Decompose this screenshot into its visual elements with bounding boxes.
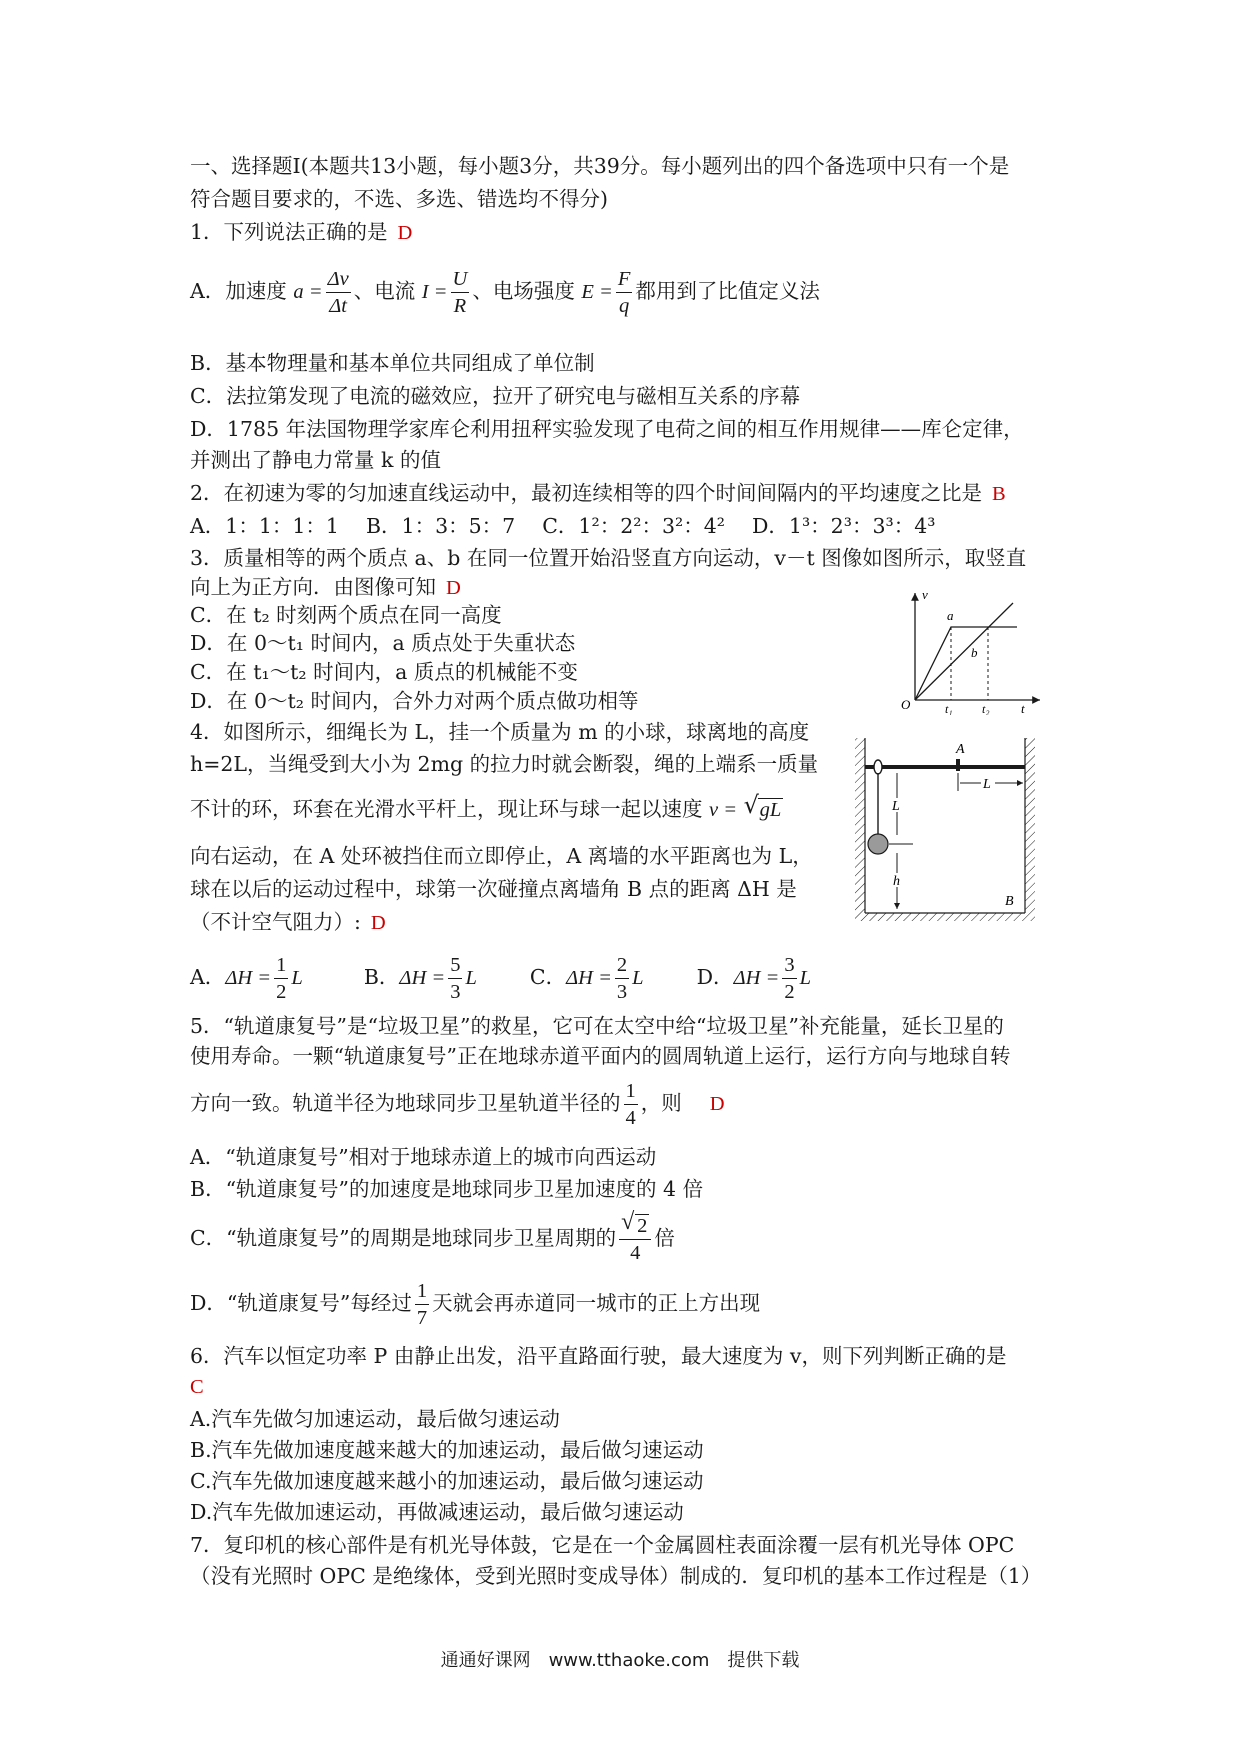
q1-a-frac2-num: U [451,266,470,293]
q4-option-c-pre: ΔH = [566,967,612,989]
q5-option-c-text: C．“轨道康复号”的周期是地球同步卫星周期的 [190,1226,617,1250]
q4-option-c-frac [615,952,629,1005]
q4-velocity-radicand: gL [759,799,782,821]
q3-graph-v-label: v [922,587,928,602]
q4-line3-text: 不计的环，环套在光滑水平杆上，现让环与球一起以速度 [190,797,703,821]
q6-option-c: C.汽车先做加速度越来越小的加速运动，最后做匀速运动 [190,1469,704,1493]
q5-option-c-radicand: 2 [637,1215,648,1237]
q3-answer: D [446,577,461,599]
q4-option-a-den: 2 [276,981,287,1003]
section-title-line2: 符合题目要求的，不选、多选、错选均不得分) [190,187,608,211]
q1-option-d-line2: 并测出了静电力常量 k 的值 [190,448,441,472]
q1-option-c: C．法拉第发现了电流的磁效应，拉开了研究电与磁相互关系的序幕 [190,384,801,408]
sqrt-icon: √ [743,791,759,819]
q5-answer: D [709,1093,725,1115]
q4-option-b-label: B． [363,965,400,989]
q1-option-a [190,264,820,319]
q4-option-d-post: L [799,967,812,989]
q3-graph-b-label: b [971,645,978,660]
q5-frac-num: 1 [624,1078,638,1105]
q1-a-frac3-den: q [619,295,630,317]
q2-stem-text: 2．在初速为零的匀加速直线运动中，最初连续相等的四个时间间隔内的平均速度之比是 [190,481,983,505]
q4-option-d-num: 3 [782,952,796,979]
q1-a-frac2-den: R [453,295,467,317]
q5-frac-den: 4 [625,1107,636,1129]
q4-option-c-den: 3 [616,981,628,1003]
q4-option-b-den: 3 [450,981,461,1003]
q4-option-b-frac [448,952,462,1005]
q1-stem-text: 1．下列说法正确的是 [190,220,388,244]
q5-option-b: B．“轨道康复号”的加速度是地球同步卫星加速度的 4 倍 [190,1177,704,1201]
q3-vt-graph [895,585,1045,715]
q4-option-b-num: 5 [448,952,462,979]
q1-a-frac3-num: F [616,266,633,293]
q2-answer: B [992,483,1006,505]
q5-quarter-frac [624,1078,638,1131]
q5-option-c-den: 4 [630,1242,641,1264]
q5-line1: 5．“轨道康复号”是“垃圾卫星”的救星，它可在太空中给“垃圾卫星”补充能量，延长卫星的 [190,1014,1004,1038]
q1-a-frac1-den: Δt [329,295,347,317]
q4-line4: 向右运动，在 A 处环被挡住而立即停止，A 离墙的水平距离也为 L， [190,844,813,868]
q2-stem [190,480,1006,507]
q3-option-3: C．在 t₁～t₂ 时间内，a 质点的机械能不变 [190,660,578,684]
q5-option-d-frac [415,1278,429,1331]
q4-option-c-label: C． [529,965,567,989]
q1-a-eq1: a = [293,281,323,303]
q1-a-mid2: 、电场强度 [472,279,575,303]
q5-option-c-frac [619,1209,651,1266]
q6-option-b: B.汽车先做加速度越来越大的加速运动，最后做匀速运动 [190,1438,704,1462]
q5-option-c [190,1211,675,1266]
q6-answer-line [190,1373,204,1400]
q4-fig-l-horizontal: L [983,777,991,792]
q4-fig-b-label: B [1005,894,1014,909]
q4-ground [855,913,1035,921]
q5-line3 [190,1076,725,1131]
q1-option-b: B．基本物理量和基本单位共同组成了单位制 [190,351,595,375]
q5-option-d-num: 1 [415,1278,429,1305]
q4-velocity-sqrt [743,791,784,823]
q2-options: A．1：1：1：1 B．1：3：5：7 C．1²：2²：3²：4² D．1³：2³：3³：4³ [190,514,936,538]
q4-fig-a-label: A [956,742,965,757]
q5-line3-tail: ，则 [640,1091,682,1115]
q1-a-frac1 [326,266,351,319]
q4-option-a-post: L [291,967,303,989]
q4-velocity-eq: v = [709,799,738,821]
q1-a-suffix: 都用到了比值定义法 [635,279,820,303]
q4-right-wall [1025,738,1035,913]
q1-stem [190,219,412,246]
q4-line3 [190,791,783,823]
q3-graph-t1-label: t₁ [945,702,953,715]
section-title-line1: 一、选择题I(本题共13小题，每小题3分，共39分。每小题列出的四个备选项中只有一个是 [190,154,1010,178]
q3-graph-origin-label: O [901,697,911,712]
q4-option-a [190,954,303,1003]
q5-line2: 使用寿命。一颗“轨道康复号”正在地球赤道平面内的圆周轨道上运行，运行方向与地球自转 [190,1044,1011,1068]
q4-line2: h=2L，当绳受到大小为 2mg 的拉力时就会断裂，绳的上端系一质量 [190,752,819,776]
q3-graph-line-b [915,603,1013,700]
q5-option-c-num [619,1209,651,1240]
q4-left-wall [855,738,865,913]
q1-answer: D [397,222,413,244]
q4-ball [868,834,888,854]
q1-a-eq3: E = [581,281,613,303]
q1-option-d-line1: D．1785 年法国物理学家库仑利用扭秤实验发现了电荷之间的相互作用规律——库仑定律， [190,417,1024,441]
q4-option-c [529,954,644,1003]
q4-option-c-num: 2 [615,952,629,979]
q1-a-frac3 [616,266,633,319]
q4-option-d-den: 2 [784,981,795,1003]
q5-option-d-tail: 天就会再赤道同一城市的正上方出现 [432,1291,761,1315]
q4-option-d-frac [782,952,796,1005]
q4-fig-h-label: h [893,874,900,889]
q4-option-a-pre: ΔH = [225,967,272,989]
q4-options [190,950,811,1005]
q5-option-c-sqrt [621,1209,649,1239]
q5-option-d-den: 7 [416,1307,428,1329]
q4-option-b [363,954,477,1003]
q1-a-mid1: 、电流 [353,279,416,303]
q4-ring [874,760,882,774]
q6-option-a: A.汽车先做匀加速运动，最后做匀速运动 [190,1407,560,1431]
q4-option-a-label: A． [190,965,226,989]
q4-answer: D [370,912,386,934]
q4-option-d-label: D． [696,965,734,989]
q7-line2: （没有光照时 OPC 是绝缘体，受到光照时变成导体）制成的．复印机的基本工作过程是（1） [190,1564,1042,1588]
q1-a-frac2 [451,266,470,319]
q3-graph-a-label: a [947,608,954,623]
q4-line5: 球在以后的运动过程中，球第一次碰撞点离墙角 B 点的距离 ΔH 是 [190,877,797,901]
q4-rope-ball-figure [845,733,1045,928]
q3-stem-line2 [190,574,461,601]
q4-line6 [190,909,386,936]
q3-stem-text: 向上为正方向．由图像可知 [190,575,436,599]
q4-option-b-post: L [465,967,477,989]
q3-graph-t2-label: t₂ [982,702,990,715]
q4-line1: 4．如图所示，细绳长为 L，挂一个质量为 m 的小球，球离地的高度 [190,720,810,744]
q3-option-1: C．在 t₂ 时刻两个质点在同一高度 [190,603,502,627]
q4-option-a-frac [274,952,288,1005]
q1-a-prefix: A．加速度 [190,279,287,303]
q4-option-d-pre: ΔH = [733,967,780,989]
q6-option-d: D.汽车先做加速运动，再做减速运动，最后做匀速运动 [190,1500,684,1524]
q5-option-c-tail: 倍 [654,1226,675,1250]
q1-a-frac1-num: Δv [326,266,351,293]
q5-option-d-text: D．“轨道康复号”每经过 [190,1291,412,1315]
q3-stem-line1: 3．质量相等的两个质点 a、b 在同一位置开始沿竖直方向运动，v－t 图像如图所示，取竖直 [190,546,1027,570]
q6-answer: C [190,1376,204,1398]
page-footer: 通通好课网 www.tthaoke.com 提供下载 [440,1650,800,1671]
q3-graph-line-a [915,627,1017,700]
q1-a-eq2: I = [421,281,448,303]
q4-line6-text: （不计空气阻力）: [190,910,361,934]
q6-stem: 6．汽车以恒定功率 P 由静止出发，沿平直路面行驶，最大速度为 v，则下列判断正确的是 [190,1344,1007,1368]
q4-fig-l-vertical: L [892,799,900,814]
q4-option-b-pre: ΔH = [399,967,446,989]
q5-line3-text: 方向一致。轨道半径为地球同步卫星轨道半径的 [190,1091,621,1115]
q4-stop-a [956,759,960,771]
q4-option-a-num: 1 [274,952,288,979]
q5-option-a: A．“轨道康复号”相对于地球赤道上的城市向西运动 [190,1145,657,1169]
q3-option-4: D．在 0～t₂ 时间内，合外力对两个质点做功相等 [190,689,639,713]
q7-line1: 7．复印机的核心部件是有机光导体鼓，它是在一个金属圆柱表面涂覆一层有机光导体 OPC [190,1533,1015,1557]
q3-graph-t-label: t [1021,701,1025,715]
q5-option-d [190,1276,760,1331]
q4-option-d [696,954,812,1003]
q4-option-c-post: L [632,967,644,989]
sqrt-icon: √ [621,1209,635,1235]
q3-option-2: D．在 0～t₁ 时间内，a 质点处于失重状态 [190,631,576,655]
